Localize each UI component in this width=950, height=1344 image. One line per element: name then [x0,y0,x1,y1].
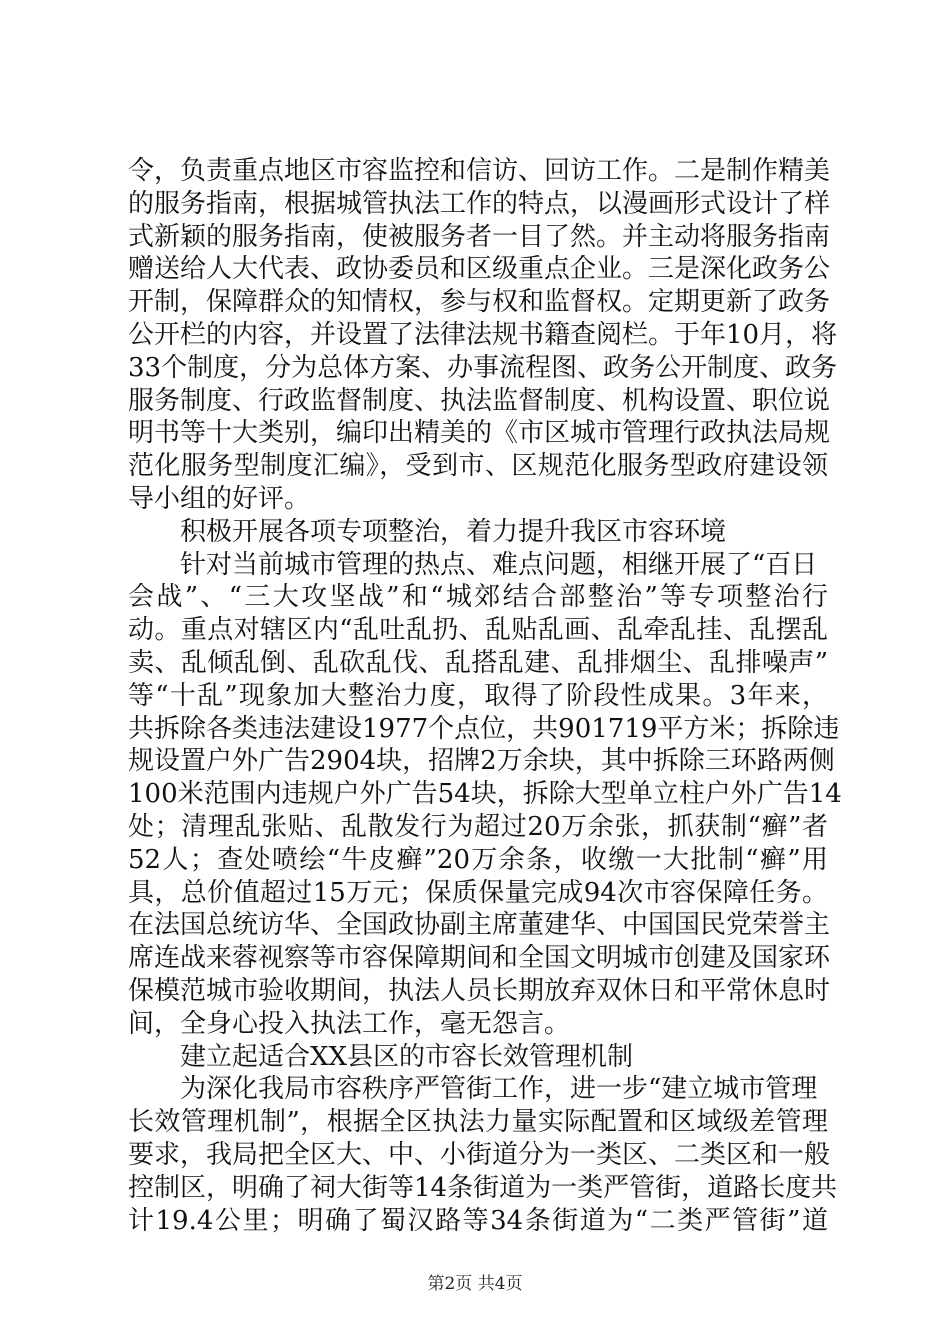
text-line: 范化服务型制度汇编》，受到市、区规范化服务型政府建设领 [128,451,828,482]
text-line: 规设置户外广告2904块，招牌2万余块，其中拆除三环路两侧 [128,746,835,777]
document-body [128,155,842,1237]
text-line: 100米范围内违规户外广告54块，拆除大型单立柱户外广告14 [128,779,842,810]
text-line: 针对当前城市管理的热点、难点问题，相继开展了“百日 [180,549,818,580]
text-line: 处；清理乱张贴、乱散发行为超过20万余张，抓获制“癣”者 [128,811,828,842]
text-line: 开制，保障群众的知情权，参与权和监督权。定期更新了政务 [128,287,831,318]
text-line: 要求，我局把全区大、中、小街道分为一类区、二类区和一般 [128,1139,831,1170]
text-line: 具，总价值超过15万元；保质保量完成94次市容保障任务。 [128,877,828,908]
text-line: 控制区，明确了祠大街等14条街道为一类严管街，道路长度共 [128,1172,838,1203]
text-line: 导小组的好评。 [128,483,311,514]
page-footer: 第2页 共4页 [427,1274,523,1294]
text-line: 会战”、“三大攻坚战”和“城郊结合部整治”等专项整治行 [128,582,828,613]
text-line: 式新颖的服务指南，使被服务者一目了然。并主动将服务指南 [128,221,831,252]
section-heading: 建立起适合XX县区的市容长效管理机制 [180,1041,634,1072]
text-line: 52人；查处喷绘“牛皮癣”20万余条，收缴一大批制“癣”用 [128,844,828,875]
text-line: 公开栏的内容，并设置了法律法规书籍查阅栏。于年10月，将 [128,319,838,350]
text-line: 共拆除各类违法建设1977个点位，共901719平方米；拆除违 [128,713,840,744]
text-line: 为深化我局市容秩序严管街工作，进一步“建立城市管理 [180,1074,818,1105]
text-line: 令，负责重点地区市容监控和信访、回访工作。二是制作精美 [128,156,831,186]
text-line: 明书等十大类别，编印出精美的《市区城市管理行政执法局规 [128,418,831,449]
text-line: 卖、乱倾乱倒、乱砍乱伐、乱搭乱建、乱排烟尘、乱排噪声” [128,647,828,678]
text-line: 长效管理机制”，根据全区执法力量实际配置和区域级差管理 [128,1107,828,1138]
text-line: 赠送给人大代表、政协委员和区级重点企业。三是深化政务公 [128,254,831,285]
text-line: 间，全身心投入执法工作，毫无怨言。 [128,1008,571,1039]
text-line: 席连战来蓉视察等市容保障期间和全国文明城市创建及国家环 [128,943,831,974]
text-line: 计19.4公里；明确了蜀汉路等34条街道为“二类严管街”道 [128,1205,828,1236]
text-line: 33个制度，分为总体方案、办事流程图、政务公开制度、政务 [128,352,838,383]
text-line: 等“十乱”现象加大整治力度，取得了阶段性成果。3年来， [128,680,828,711]
text-line: 动。重点对辖区内“乱吐乱扔、乱贴乱画、乱牵乱挂、乱摆乱 [128,615,828,646]
text-line: 的服务指南，根据城管执法工作的特点，以漫画形式设计了样 [128,188,831,219]
text-line: 服务制度、行政监督制度、执法监督制度、机构设置、职位说 [128,385,831,416]
text-line: 保模范城市验收期间，执法人员长期放弃双休日和平常休息时 [128,975,831,1006]
text-line: 在法国总统访华、全国政协副主席董建华、中国国民党荣誉主 [128,910,831,941]
section-heading: 积极开展各项专项整治，着力提升我区市容环境 [180,516,727,547]
